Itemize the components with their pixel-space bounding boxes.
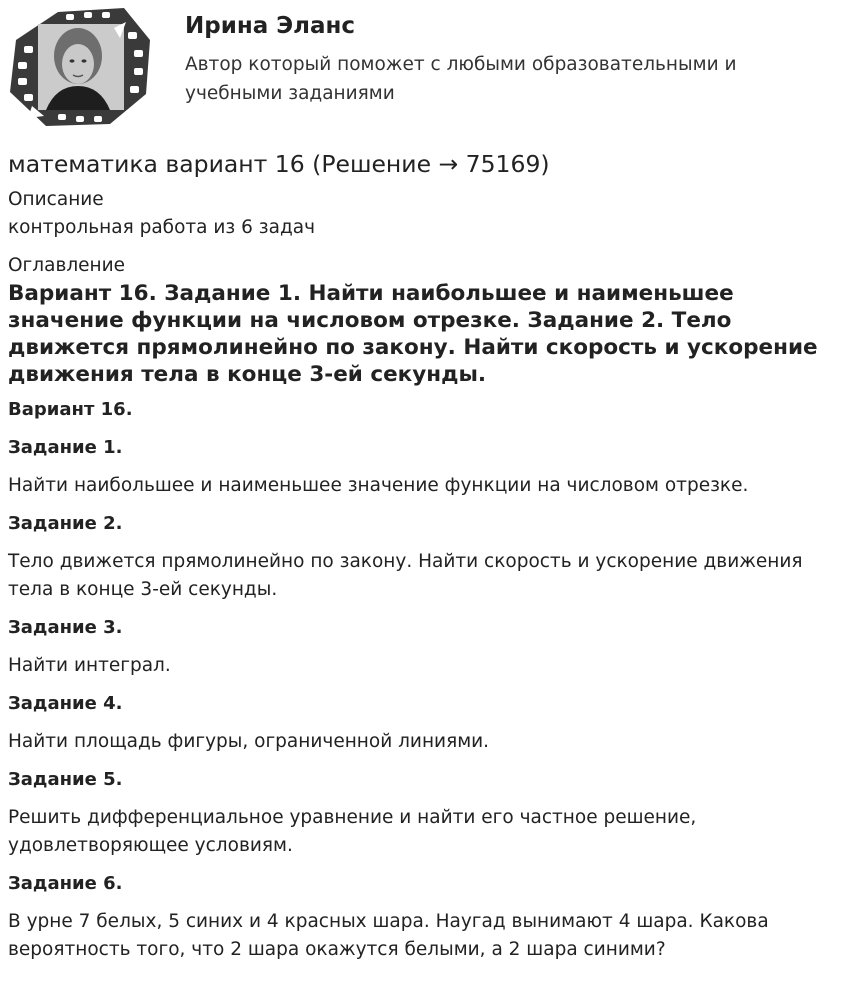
task-1-heading: Задание 1. bbox=[8, 437, 123, 458]
task-6-heading: Задание 6. bbox=[8, 873, 123, 894]
document-content bbox=[8, 396, 844, 964]
description-text: контрольная работа из 6 задач bbox=[8, 217, 316, 238]
task-6-text: В урне 7 белых, 5 синих и 4 красных шара. Наугад вынимают 4 шара. Какова вероятность того, что 2 шара окажутся белыми, а 2 шара синими? bbox=[8, 911, 769, 960]
toc-heading: Вариант 16. Задание 1. Найти наибольшее и наименьшее значение функции на числовом отрезке. Задание 2. Тело движется прямолинейно по закону. Найти скорость и ускорение движения тела в конце 3-ей секунды. bbox=[8, 281, 818, 387]
document-main bbox=[8, 146, 844, 974]
author-avatar bbox=[6, 6, 152, 128]
author-name[interactable]: Ирина Эланс bbox=[185, 13, 356, 39]
task-4-heading: Задание 4. bbox=[8, 693, 123, 714]
variant-heading: Вариант 16. bbox=[8, 399, 133, 420]
task-4-text: Найти площадь фигуры, ограниченной линиями. bbox=[8, 731, 490, 752]
task-5-text: Решить дифференциальное уравнение и найти его частное решение, удовлетворяющее условиям. bbox=[8, 807, 697, 856]
toc-label: Оглавление bbox=[8, 255, 126, 276]
task-1-text: Найти наибольшее и наименьшее значение функции на числовом отрезке. bbox=[8, 475, 749, 496]
film-frame-avatar-icon bbox=[6, 6, 152, 128]
task-5-heading: Задание 5. bbox=[8, 769, 123, 790]
document-title: математика вариант 16 (Решение → 75169) bbox=[8, 150, 550, 178]
author-description: Автор который поможет с любыми образовательными и учебными заданиями bbox=[185, 54, 737, 104]
task-3-text: Найти интеграл. bbox=[8, 655, 171, 676]
task-3-heading: Задание 3. bbox=[8, 617, 123, 638]
task-2-heading: Задание 2. bbox=[8, 513, 123, 534]
description-label: Описание bbox=[8, 189, 104, 210]
task-2-text: Тело движется прямолинейно по закону. Найти скорость и ускорение движения тела в конце 3-ей секунды. bbox=[8, 551, 803, 600]
